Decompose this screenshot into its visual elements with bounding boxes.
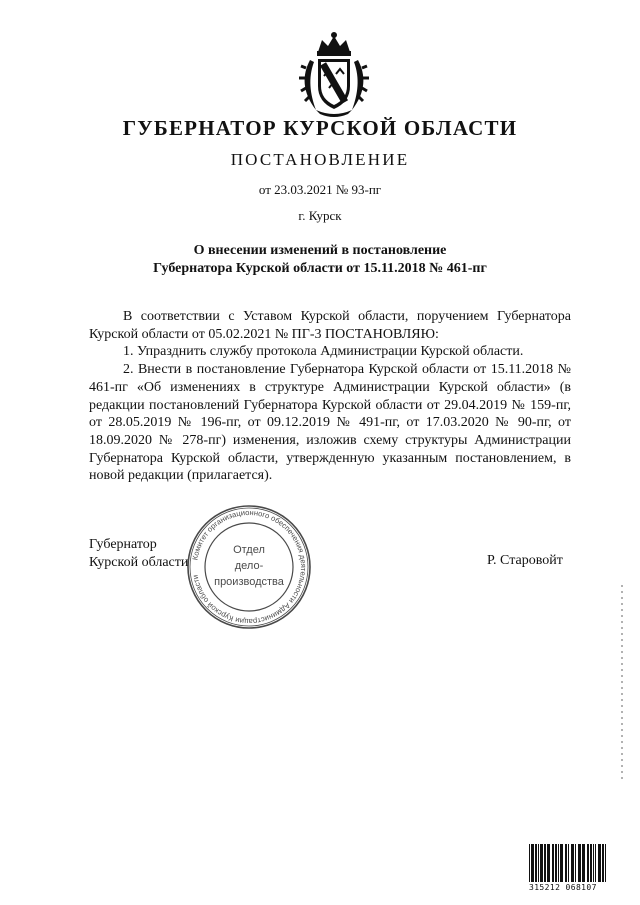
stamp-inner-line-3: производства (214, 576, 284, 588)
document-date-number: от 23.03.2021 № 93-пг (258, 182, 382, 197)
stamp-inner-line-1: Отдел (233, 544, 265, 556)
barcode-bar (606, 844, 607, 882)
document-barcode (529, 844, 619, 892)
signatory-position-line-1: Губернатор (89, 537, 157, 552)
barcode-number: 315212 068107 (529, 883, 597, 892)
stamp-inner-line-2: дело- (234, 560, 264, 572)
signatory-name: Р. Старовойт (487, 553, 563, 568)
body-paragraph-item-2: 2. Внести в постановление Губернатора Курской области от 15.11.2018 № 461-пг «Об изменениях в структуре Администрации Курской области» (в редакции постановлений Губернатора Курской области от 29.04.2019 № 159-пг, от 28.05.2019 № 196-пг, от 09.12.2019 № 491-пг, от 17.03.2020 № 90-пг, от 18.09.2020 № 278-пг) изменения, изложив схему структуры Администрации Губернатора Курской области, утвержденную указанным постановлением, в новой редакции (прилагается). (89, 362, 571, 484)
scan-margin-marks (621, 585, 623, 780)
body-paragraph-item-1: 1. Упразднить службу протокола Администрации Курской области. (123, 344, 524, 360)
document-city: г. Курск (298, 208, 342, 223)
office-round-stamp (185, 503, 313, 631)
subject-line-2: Губернатора Курской области от 15.11.2018 № 461-пг (153, 261, 487, 276)
signatory-position (89, 536, 188, 571)
document-subject (0, 242, 640, 278)
kursk-coat-of-arms-emblem (296, 30, 372, 118)
document-body (89, 308, 571, 485)
signatory-position-line-2: Курской области (89, 554, 189, 570)
barcode-bars (529, 844, 619, 882)
subject-line-1: О внесении изменений в постановление (193, 243, 447, 258)
document-type: ПОСТАНОВЛЕНИЕ (230, 150, 410, 169)
document-title: ГУБЕРНАТОР КУРСКОЙ ОБЛАСТИ (122, 116, 518, 140)
body-paragraph-preamble: В соответствии с Уставом Курской области, поручением Губернатора Курской области от 05.02.2021 № ПГ-3 ПОСТАНОВЛЯЮ: (89, 309, 571, 342)
stamp-ring-text: Комитет организационного обеспечения деятельности Администрации Курской области (190, 507, 309, 627)
